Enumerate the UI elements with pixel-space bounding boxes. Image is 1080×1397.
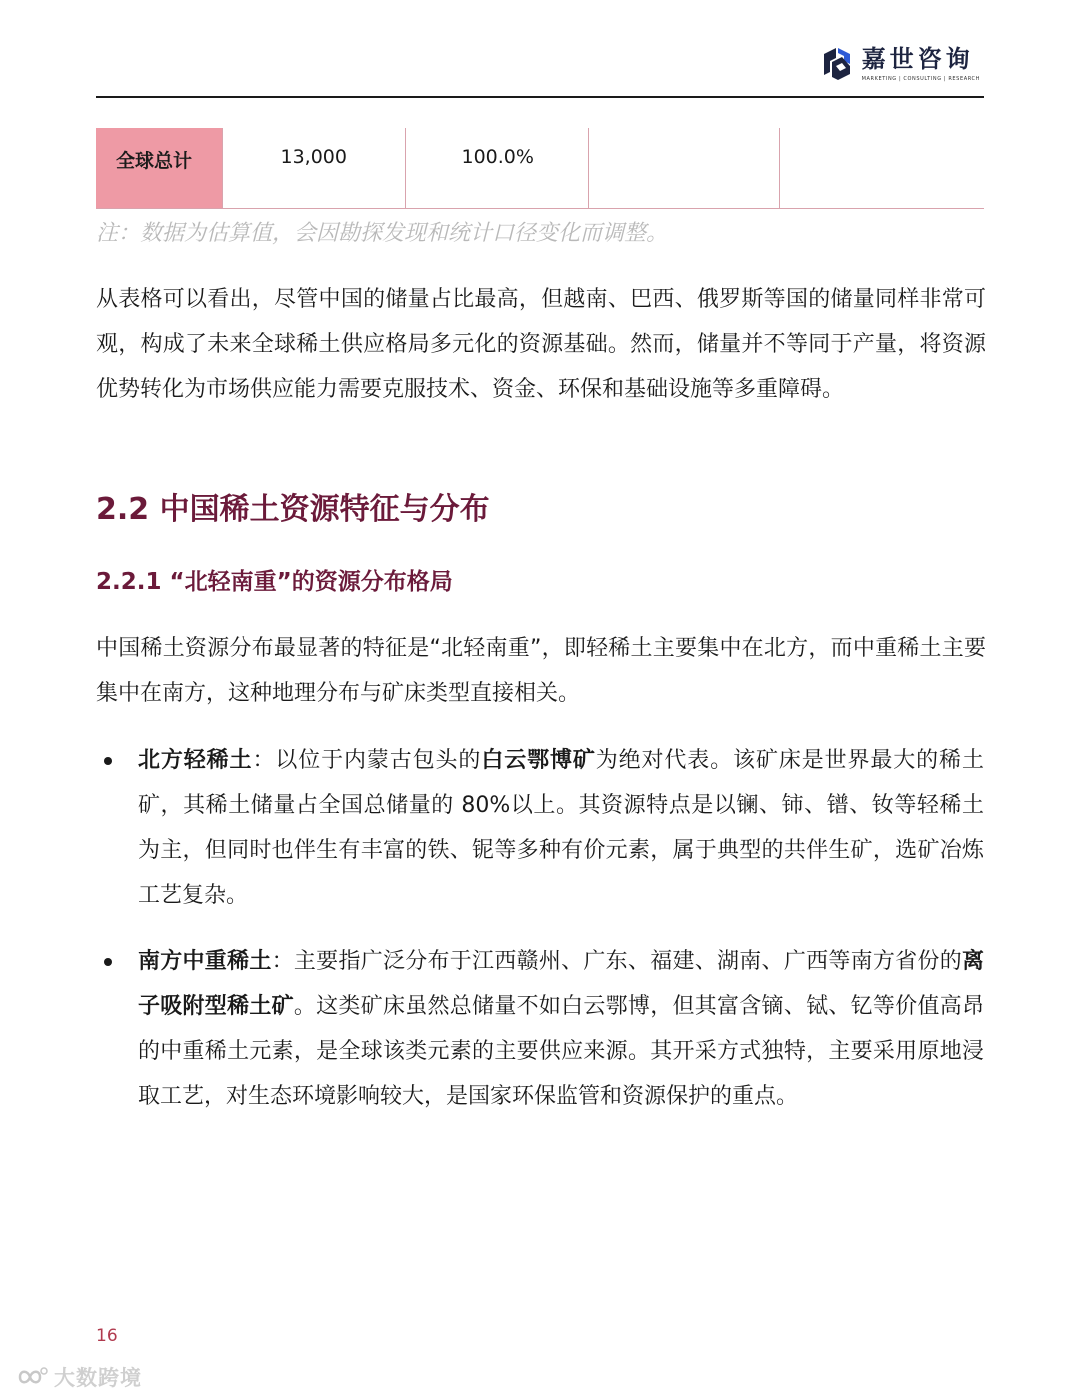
bullet-dot bbox=[104, 958, 112, 966]
table-cell-share: 100.0% bbox=[405, 128, 588, 208]
bullet-text-part: 为绝对代表。该矿床是世界最大的稀土矿，其稀土储量占全国总储量的 80%以上。其资源特点是以镧、铈、镨、钕等轻稀土为主，但同时也伴生有丰富的铁、铌等多种有价元素，属于典型的共伴生矿，选矿冶炼工艺复杂。 bbox=[138, 748, 984, 908]
section-heading: 2.2 中国稀土资源特征与分布 bbox=[96, 492, 490, 527]
brand-logo-icon bbox=[822, 48, 852, 80]
bullet-text-part: 以位于内蒙古包头的 bbox=[275, 748, 482, 773]
watermark bbox=[10, 1362, 142, 1392]
bullet-sep: ： bbox=[271, 949, 294, 974]
table-cell-reserve: 13,000 bbox=[222, 128, 405, 208]
bullet-dot bbox=[104, 757, 112, 765]
brand-name: 嘉世咨询 bbox=[861, 45, 974, 73]
table-cell-col4 bbox=[588, 128, 779, 208]
brand-logo bbox=[822, 46, 980, 82]
bullet-term: 北方轻稀土 bbox=[138, 748, 253, 773]
bullet-bold: 白云鄂博矿 bbox=[481, 748, 596, 773]
section-paragraph: 中国稀土资源分布最显著的特征是“北轻南重”，即轻稀土主要集中在北方，而中重稀土主要集中在南方，这种地理分布与矿床类型直接相关。 bbox=[96, 636, 986, 706]
page-number: 16 bbox=[96, 1326, 118, 1346]
watermark-text: 大数跨境 bbox=[54, 1366, 142, 1390]
table-row-total bbox=[96, 128, 984, 208]
intro-paragraph: 从表格可以看出，尽管中国的储量占比最高，但越南、巴西、俄罗斯等国的储量同样非常可观，构成了未来全球稀土供应格局多元化的资源基础。然而，储量并不等同于产量，将资源优势转化为市场供应能力需要克服技术、资金、环保和基础设施等多重障碍。 bbox=[96, 287, 986, 402]
bullet-text-part: 主要指广泛分布于江西赣州、广东、福建、湖南、广西等南方省份的 bbox=[293, 949, 962, 974]
table-cell-label: 全球总计 bbox=[96, 128, 222, 208]
bullet-bold: 离子吸附型稀土矿 bbox=[138, 949, 984, 1019]
infinity-logo-icon bbox=[10, 1365, 50, 1389]
subsection-heading: 2.2.1 “北轻南重”的资源分布格局 bbox=[96, 569, 453, 595]
bullet-text-part: 。这类矿床虽然总储量不如白云鄂博，但其富含镝、铽、钇等价值高昂的中重稀土元素，是全球该类元素的主要供应来源。其开采方式独特，主要采用原地浸取工艺，对生态环境影响较大，是国家环保监管和资源保护的重点。 bbox=[138, 994, 984, 1109]
bullet-text bbox=[138, 939, 984, 1119]
bullet-sep: ： bbox=[252, 748, 276, 773]
table-cell-col5 bbox=[779, 128, 984, 208]
brand-tagline: MARKETING | CONSULTING | RESEARCH bbox=[861, 76, 980, 82]
page-header bbox=[96, 40, 984, 98]
bullet-text bbox=[138, 738, 984, 918]
bullet-term: 南方中重稀土 bbox=[138, 949, 272, 974]
reserves-table-fragment bbox=[96, 128, 984, 209]
list-item bbox=[104, 738, 984, 918]
list-item bbox=[104, 939, 984, 1119]
table-note: 注：数据为估算值，会因勘探发现和统计口径变化而调整。 bbox=[96, 221, 669, 246]
